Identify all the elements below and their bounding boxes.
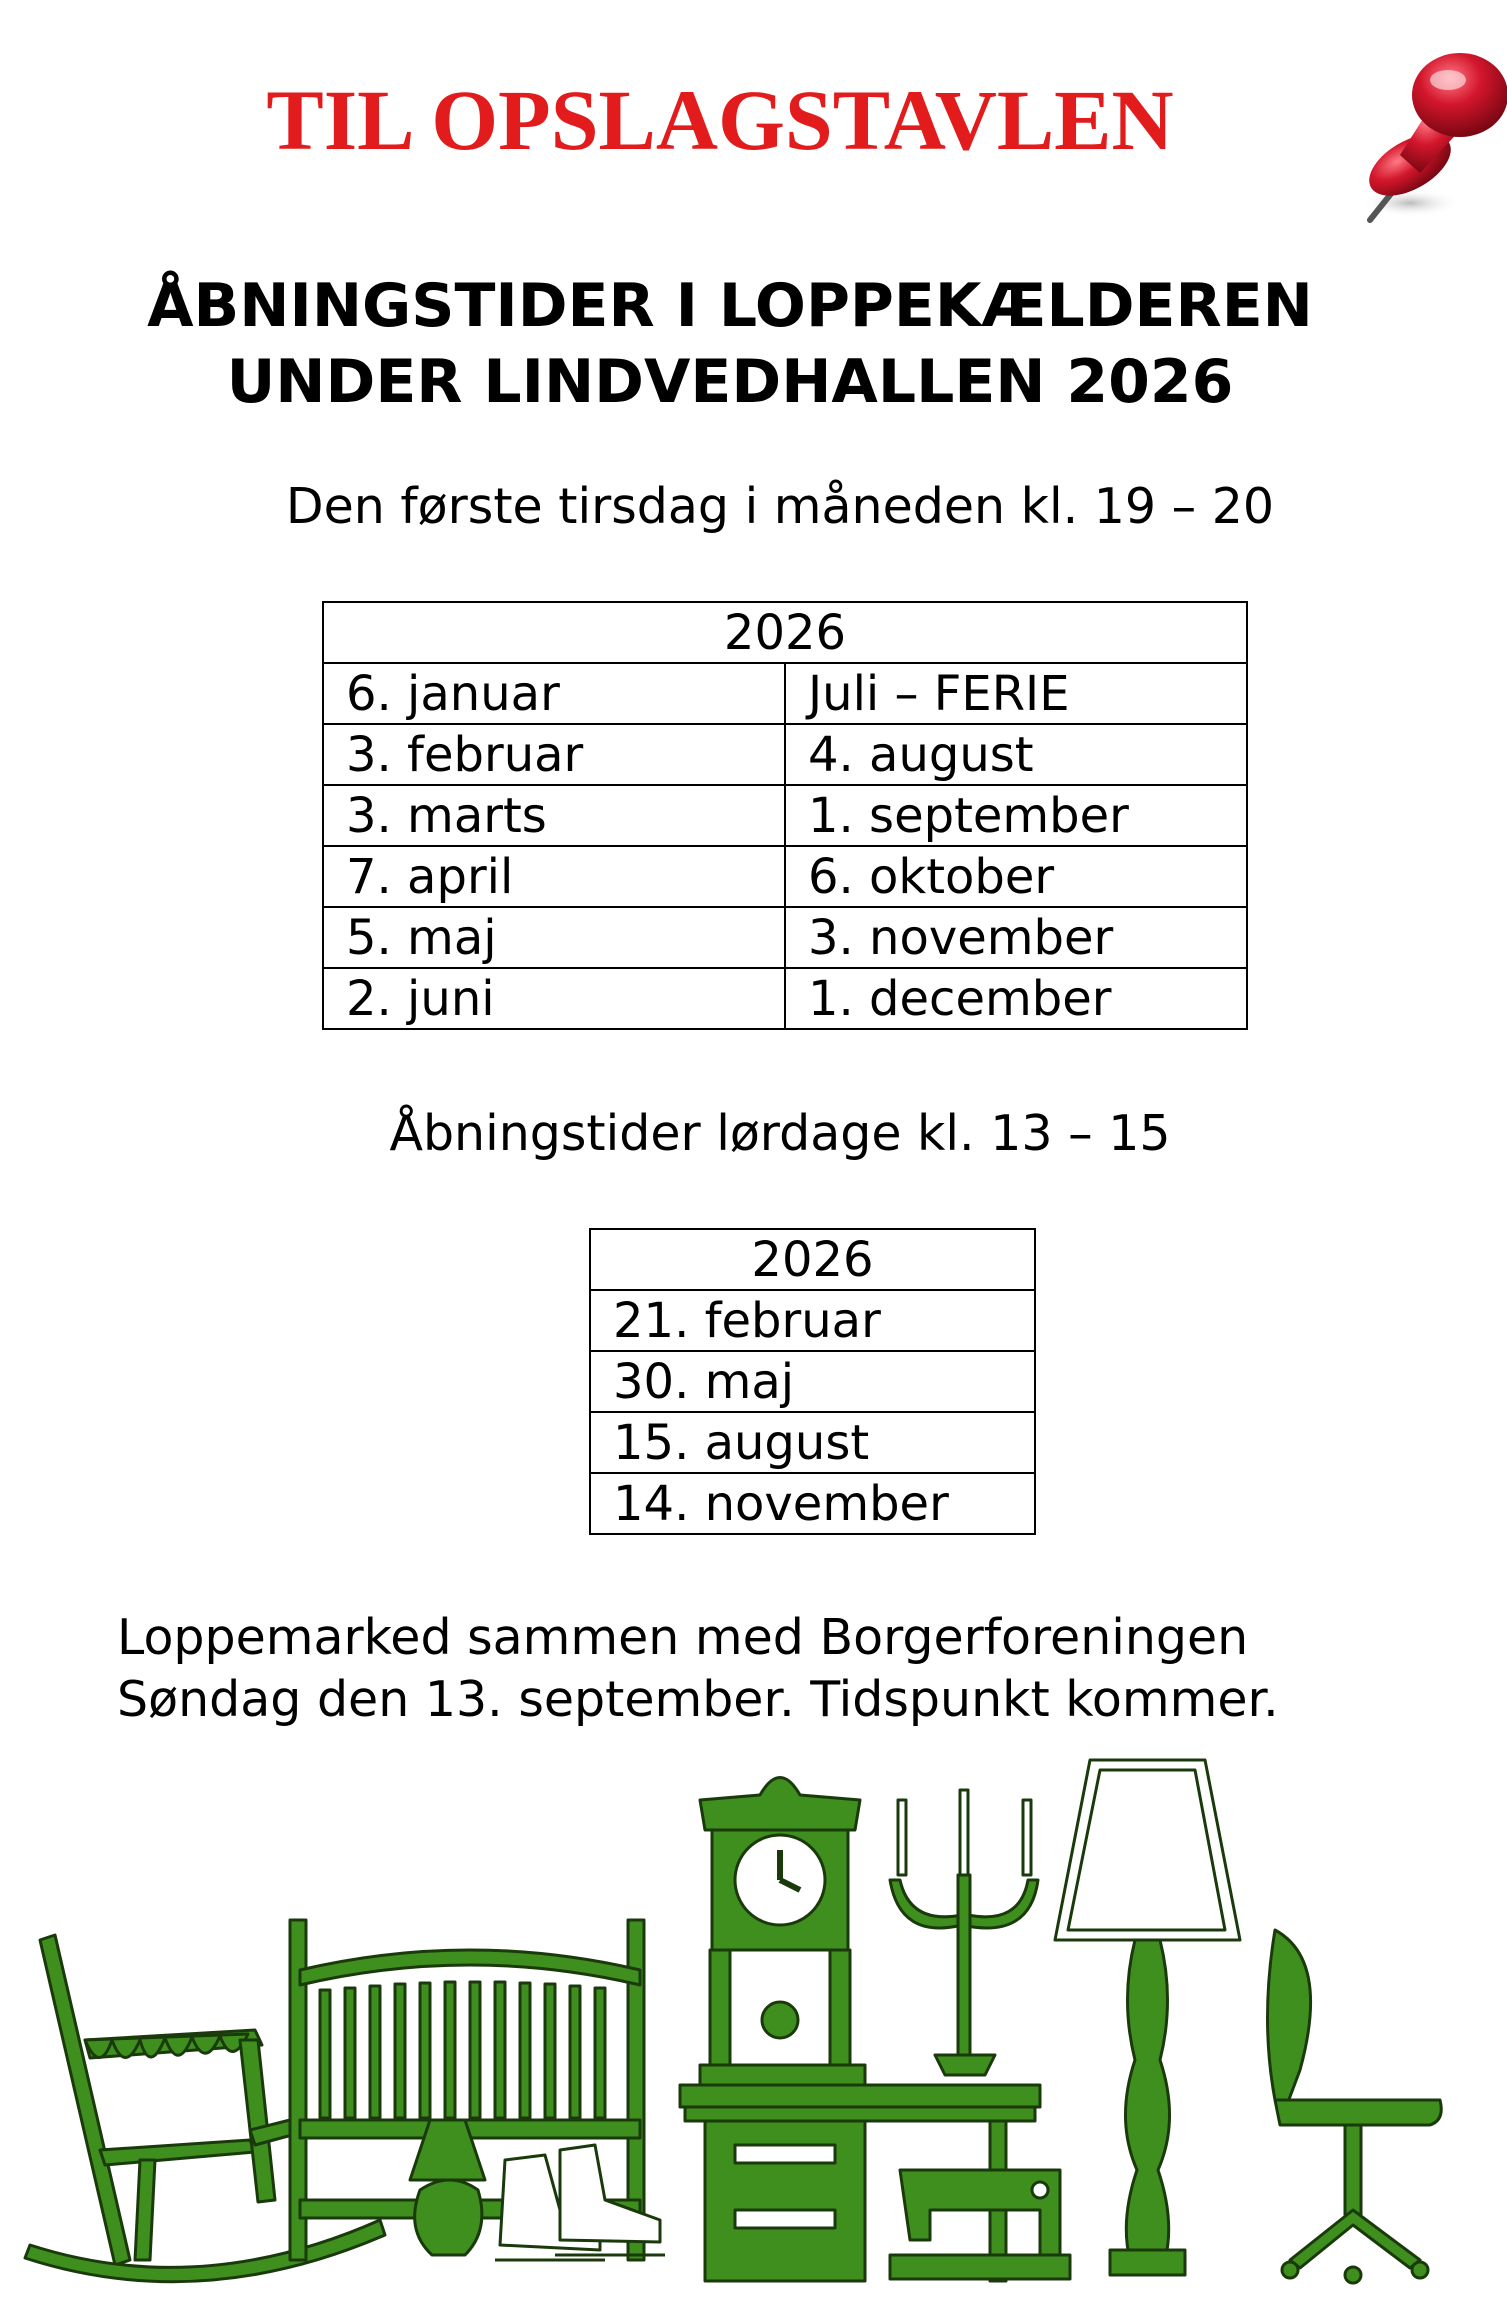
saturday-schedule-table bbox=[589, 1228, 1036, 1535]
wall-clock-icon bbox=[700, 1778, 865, 2088]
page-title: TIL OPSLAGSTAVLEN bbox=[266, 72, 1174, 168]
heading-line-2: UNDER LINDVEDHALLEN 2026 bbox=[226, 347, 1234, 417]
sewing-machine-icon bbox=[890, 2170, 1070, 2279]
table-cell: 14. november bbox=[590, 1473, 1035, 1534]
table-cell: 2. juni bbox=[323, 968, 785, 1029]
table-row bbox=[590, 1290, 1035, 1351]
table-cell: 3. marts bbox=[323, 785, 785, 846]
pushpin-icon bbox=[1340, 25, 1507, 235]
table-row bbox=[323, 968, 1247, 1029]
table-cell: 3. november bbox=[785, 907, 1247, 968]
table-cell: 6. oktober bbox=[785, 846, 1247, 907]
table-row bbox=[323, 724, 1247, 785]
table-cell: 21. februar bbox=[590, 1290, 1035, 1351]
candelabra-icon bbox=[890, 1790, 1038, 2075]
table-cell: 15. august bbox=[590, 1412, 1035, 1473]
furniture-illustration bbox=[0, 1740, 1507, 2298]
table-row bbox=[323, 785, 1247, 846]
heading-line-1: ÅBNINGSTIDER I LOPPEKÆLDEREN bbox=[147, 271, 1313, 341]
table-cell: 4. august bbox=[785, 724, 1247, 785]
table-row bbox=[590, 1412, 1035, 1473]
table-cell: Juli – FERIE bbox=[785, 663, 1247, 724]
office-chair-icon bbox=[1268, 1930, 1442, 2283]
table-row bbox=[323, 907, 1247, 968]
floor-lamp-icon bbox=[1055, 1760, 1240, 2275]
table-row bbox=[590, 1473, 1035, 1534]
note-line-2: Søndag den 13. september. Tidspunkt kommer. bbox=[117, 1671, 1279, 1728]
table-row bbox=[323, 663, 1247, 724]
table-cell: 30. maj bbox=[590, 1351, 1035, 1412]
note-line-1: Loppemarked sammen med Borgerforeningen bbox=[117, 1609, 1249, 1666]
tuesday-schedule-table bbox=[322, 601, 1248, 1030]
table-cell: 6. januar bbox=[323, 663, 785, 724]
table-cell: 7. april bbox=[323, 846, 785, 907]
table-row bbox=[323, 846, 1247, 907]
table-cell: 1. december bbox=[785, 968, 1247, 1029]
table-header-row bbox=[590, 1229, 1035, 1290]
tuesday-subtitle: Den første tirsdag i måneden kl. 19 – 20 bbox=[285, 478, 1275, 535]
table-header-row bbox=[323, 602, 1247, 663]
flea-market-note bbox=[117, 1607, 1279, 1731]
table-year: 2026 bbox=[323, 602, 1247, 663]
table-cell: 5. maj bbox=[323, 907, 785, 968]
saturday-subtitle: Åbningstider lørdage kl. 13 – 15 bbox=[389, 1105, 1171, 1162]
table-row bbox=[590, 1351, 1035, 1412]
table-cell: 1. september bbox=[785, 785, 1247, 846]
table-year: 2026 bbox=[590, 1229, 1035, 1290]
table-cell: 3. februar bbox=[323, 724, 785, 785]
small-lamp-icon bbox=[410, 2120, 485, 2255]
